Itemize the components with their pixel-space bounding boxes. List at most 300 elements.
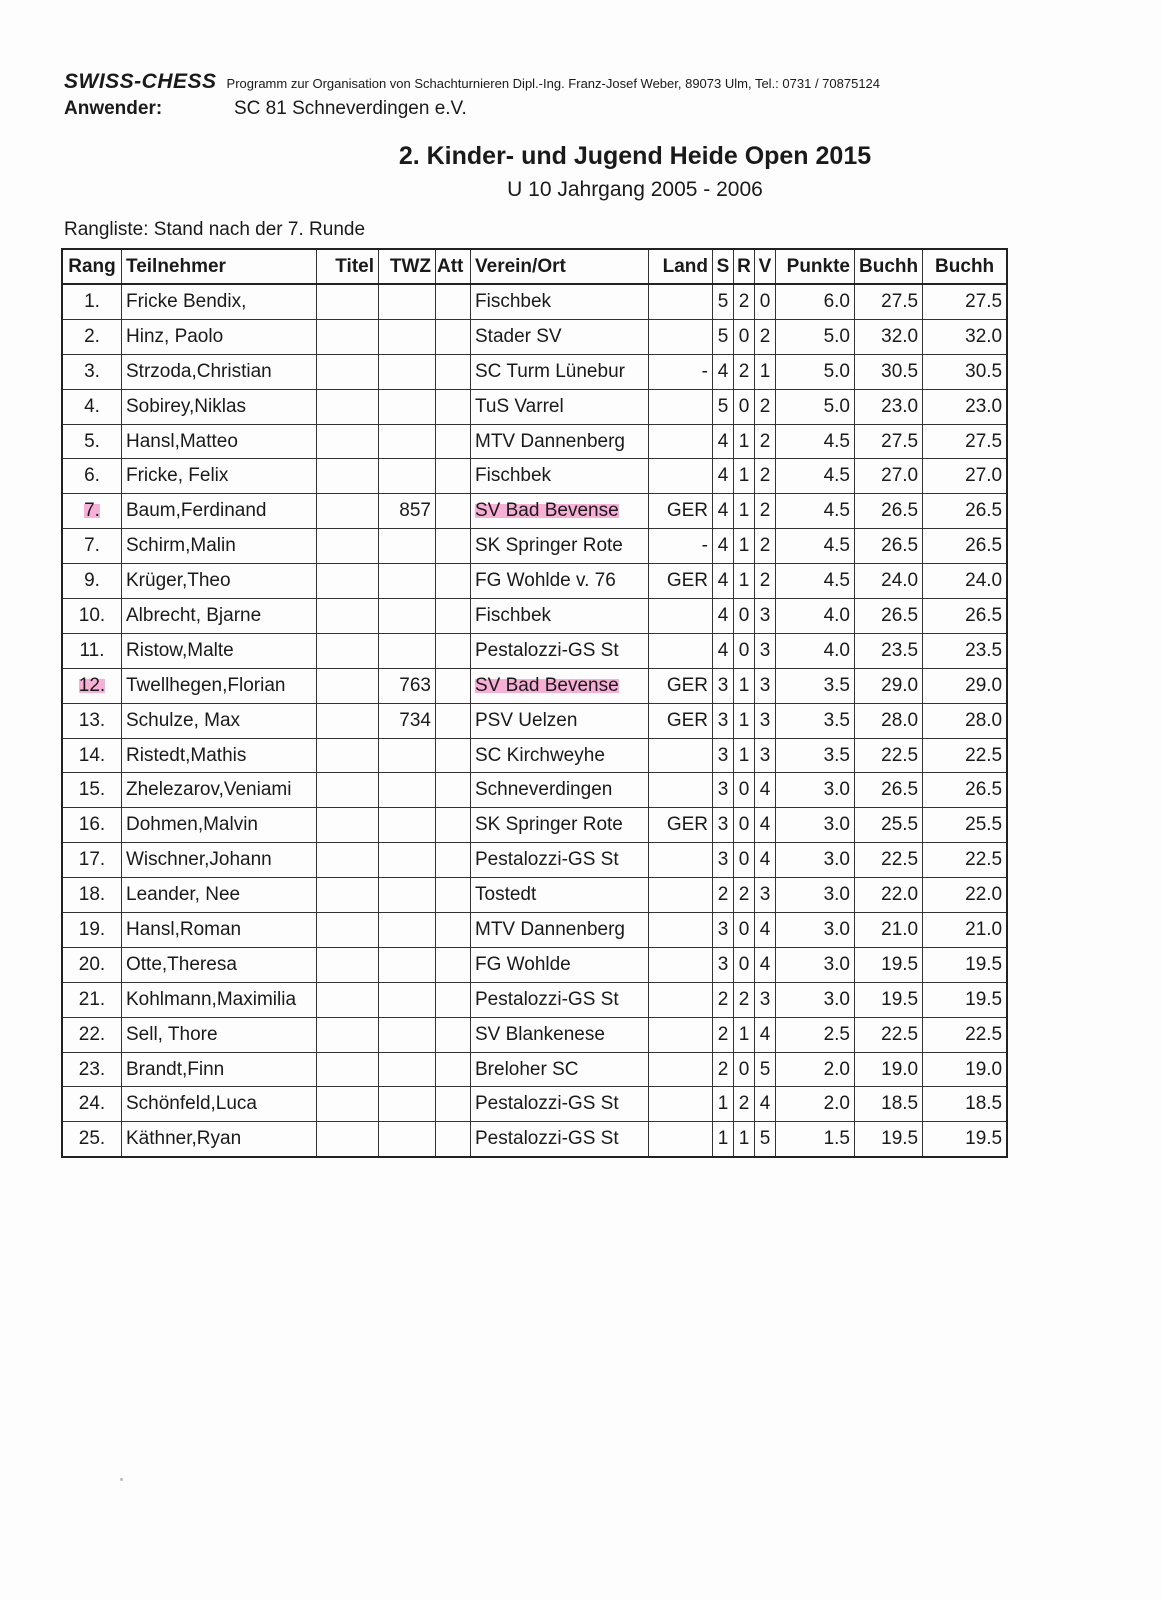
highlight-mark: 12. — [78, 674, 106, 696]
cell-s: 4 — [713, 494, 734, 529]
cell-name: Ristedt,Mathis — [122, 738, 317, 773]
cell-punkte: 4.5 — [776, 459, 855, 494]
cell-club — [471, 668, 649, 703]
cell-rank: 23. — [62, 1052, 122, 1087]
cell-buchh-2: 19.5 — [923, 947, 1008, 982]
cell-land — [649, 319, 713, 354]
cell-rank: 3. — [62, 354, 122, 389]
col-header-verein: Verein/Ort — [471, 249, 649, 284]
cell-rank: 19. — [62, 913, 122, 948]
cell-club: SC Turm Lünebur — [471, 354, 649, 389]
cell-land: - — [649, 529, 713, 564]
cell-rank: 13. — [62, 703, 122, 738]
cell-v: 1 — [755, 354, 776, 389]
table-row — [62, 738, 1007, 773]
cell-club: Pestalozzi-GS St — [471, 1087, 649, 1122]
cell-r: 2 — [734, 982, 755, 1017]
cell-titel — [317, 1087, 379, 1122]
cell-s: 4 — [713, 529, 734, 564]
cell-buchh: 26.5 — [855, 599, 923, 634]
cell-att — [436, 1052, 471, 1087]
ranking-table — [61, 248, 1008, 1158]
cell-r: 1 — [734, 1122, 755, 1157]
cell-buchh-2: 19.0 — [923, 1052, 1008, 1087]
cell-twz — [379, 1017, 436, 1052]
table-row — [62, 982, 1007, 1017]
cell-punkte: 3.0 — [776, 808, 855, 843]
cell-r: 2 — [734, 284, 755, 319]
table-row — [62, 354, 1007, 389]
table-row — [62, 389, 1007, 424]
cell-land — [649, 913, 713, 948]
cell-buchh-2: 30.5 — [923, 354, 1008, 389]
cell-twz — [379, 424, 436, 459]
cell-att — [436, 354, 471, 389]
cell-name: Fricke Bendix, — [122, 284, 317, 319]
cell-buchh-2: 24.0 — [923, 564, 1008, 599]
cell-land: GER — [649, 668, 713, 703]
cell-punkte: 6.0 — [776, 284, 855, 319]
cell-titel — [317, 354, 379, 389]
cell-punkte: 5.0 — [776, 354, 855, 389]
cell-r: 0 — [734, 947, 755, 982]
cell-name: Albrecht, Bjarne — [122, 599, 317, 634]
cell-land — [649, 459, 713, 494]
cell-land — [649, 878, 713, 913]
table-row — [62, 633, 1007, 668]
cell-club: MTV Dannenberg — [471, 913, 649, 948]
highlight-mark: SV Bad Bevense — [475, 500, 619, 522]
cell-twz — [379, 808, 436, 843]
cell-r: 0 — [734, 1052, 755, 1087]
table-row — [62, 703, 1007, 738]
cell-buchh: 22.5 — [855, 843, 923, 878]
cell-s: 4 — [713, 599, 734, 634]
cell-titel — [317, 494, 379, 529]
cell-buchh: 27.5 — [855, 424, 923, 459]
cell-land — [649, 773, 713, 808]
cell-punkte: 4.5 — [776, 564, 855, 599]
cell-land — [649, 947, 713, 982]
cell-att — [436, 808, 471, 843]
cell-rank: 20. — [62, 947, 122, 982]
cell-land — [649, 633, 713, 668]
cell-att — [436, 284, 471, 319]
cell-s: 2 — [713, 878, 734, 913]
cell-punkte: 4.5 — [776, 529, 855, 564]
cell-buchh-2: 25.5 — [923, 808, 1008, 843]
table-row — [62, 808, 1007, 843]
cell-rank: 7. — [62, 529, 122, 564]
cell-att — [436, 319, 471, 354]
cell-att — [436, 494, 471, 529]
cell-v: 2 — [755, 389, 776, 424]
cell-titel — [317, 1122, 379, 1157]
cell-titel — [317, 319, 379, 354]
cell-twz — [379, 1052, 436, 1087]
table-row — [62, 1017, 1007, 1052]
cell-buchh: 19.5 — [855, 1122, 923, 1157]
cell-r: 1 — [734, 529, 755, 564]
cell-punkte: 3.0 — [776, 878, 855, 913]
cell-v: 3 — [755, 738, 776, 773]
cell-twz — [379, 1122, 436, 1157]
cell-punkte: 3.5 — [776, 668, 855, 703]
cell-name: Otte,Theresa — [122, 947, 317, 982]
cell-s: 3 — [713, 668, 734, 703]
cell-land — [649, 389, 713, 424]
cell-rank: 4. — [62, 389, 122, 424]
cell-buchh-2: 28.0 — [923, 703, 1008, 738]
cell-att — [436, 738, 471, 773]
cell-buchh: 24.0 — [855, 564, 923, 599]
user-club: SC 81 Schneverdingen e.V. — [234, 98, 467, 119]
table-row — [62, 529, 1007, 564]
cell-buchh-2: 23.5 — [923, 633, 1008, 668]
cell-punkte: 3.0 — [776, 913, 855, 948]
cell-s: 1 — [713, 1087, 734, 1122]
cell-att — [436, 878, 471, 913]
cell-name: Zhelezarov,Veniami — [122, 773, 317, 808]
cell-twz — [379, 459, 436, 494]
cell-rank: 22. — [62, 1017, 122, 1052]
cell-punkte: 3.0 — [776, 773, 855, 808]
cell-name: Hansl,Matteo — [122, 424, 317, 459]
cell-punkte: 2.0 — [776, 1087, 855, 1122]
program-header — [64, 70, 880, 94]
cell-name: Twellhegen,Florian — [122, 668, 317, 703]
cell-titel — [317, 878, 379, 913]
cell-r: 0 — [734, 319, 755, 354]
table-row — [62, 424, 1007, 459]
cell-punkte: 3.0 — [776, 843, 855, 878]
cell-rank: 6. — [62, 459, 122, 494]
cell-name: Hinz, Paolo — [122, 319, 317, 354]
cell-name: Brandt,Finn — [122, 1052, 317, 1087]
cell-titel — [317, 633, 379, 668]
cell-titel — [317, 738, 379, 773]
cell-v: 4 — [755, 1017, 776, 1052]
cell-club: Pestalozzi-GS St — [471, 982, 649, 1017]
table-row — [62, 1052, 1007, 1087]
cell-buchh-2: 19.5 — [923, 1122, 1008, 1157]
cell-titel — [317, 389, 379, 424]
cell-r: 1 — [734, 494, 755, 529]
cell-titel — [317, 843, 379, 878]
cell-rank: 25. — [62, 1122, 122, 1157]
cell-club: FG Wohlde — [471, 947, 649, 982]
cell-punkte: 5.0 — [776, 319, 855, 354]
cell-club: SC Kirchweyhe — [471, 738, 649, 773]
cell-rank: 1. — [62, 284, 122, 319]
cell-twz: 763 — [379, 668, 436, 703]
paper-speck — [120, 1478, 123, 1481]
cell-v: 4 — [755, 1087, 776, 1122]
cell-punkte: 4.0 — [776, 599, 855, 634]
cell-s: 4 — [713, 354, 734, 389]
col-header-punkte: Punkte — [776, 249, 855, 284]
highlight-mark: SV Bad Bevense — [475, 674, 619, 696]
ranking-caption: Rangliste: Stand nach der 7. Runde — [64, 219, 366, 240]
cell-twz — [379, 1087, 436, 1122]
cell-r: 1 — [734, 703, 755, 738]
table-row — [62, 843, 1007, 878]
cell-twz: 734 — [379, 703, 436, 738]
cell-punkte: 4.0 — [776, 633, 855, 668]
table-row — [62, 494, 1007, 529]
cell-buchh-2: 26.5 — [923, 773, 1008, 808]
table-row — [62, 1122, 1007, 1157]
cell-rank: 18. — [62, 878, 122, 913]
col-header-buchh-2: Buchh — [923, 249, 1008, 284]
cell-name: Schönfeld,Luca — [122, 1087, 317, 1122]
cell-rank: 5. — [62, 424, 122, 459]
cell-att — [436, 564, 471, 599]
cell-s: 4 — [713, 459, 734, 494]
cell-rank: 10. — [62, 599, 122, 634]
cell-titel — [317, 459, 379, 494]
table-row — [62, 284, 1007, 319]
cell-r: 2 — [734, 354, 755, 389]
cell-club: Breloher SC — [471, 1052, 649, 1087]
cell-att — [436, 947, 471, 982]
cell-twz — [379, 878, 436, 913]
cell-land — [649, 1087, 713, 1122]
cell-s: 3 — [713, 738, 734, 773]
cell-land: GER — [649, 494, 713, 529]
highlight-mark: 7. — [84, 500, 100, 522]
cell-club: Schneverdingen — [471, 773, 649, 808]
cell-v: 2 — [755, 319, 776, 354]
cell-punkte: 2.0 — [776, 1052, 855, 1087]
cell-att — [436, 913, 471, 948]
cell-twz — [379, 913, 436, 948]
cell-v: 3 — [755, 599, 776, 634]
cell-twz — [379, 633, 436, 668]
cell-v: 0 — [755, 284, 776, 319]
cell-s: 3 — [713, 913, 734, 948]
table-row — [62, 773, 1007, 808]
cell-att — [436, 459, 471, 494]
cell-buchh: 26.5 — [855, 529, 923, 564]
cell-buchh-2: 18.5 — [923, 1087, 1008, 1122]
table-row — [62, 319, 1007, 354]
cell-s: 3 — [713, 773, 734, 808]
cell-att — [436, 529, 471, 564]
cell-titel — [317, 529, 379, 564]
cell-rank: 15. — [62, 773, 122, 808]
cell-buchh-2: 29.0 — [923, 668, 1008, 703]
cell-twz — [379, 354, 436, 389]
cell-v: 3 — [755, 703, 776, 738]
cell-punkte: 5.0 — [776, 389, 855, 424]
cell-titel — [317, 564, 379, 599]
cell-buchh: 19.5 — [855, 982, 923, 1017]
cell-punkte: 4.5 — [776, 424, 855, 459]
cell-land: GER — [649, 564, 713, 599]
cell-rank: 9. — [62, 564, 122, 599]
cell-twz — [379, 982, 436, 1017]
cell-buchh: 22.0 — [855, 878, 923, 913]
cell-v: 2 — [755, 564, 776, 599]
table-row — [62, 1087, 1007, 1122]
cell-buchh-2: 26.5 — [923, 529, 1008, 564]
cell-s: 1 — [713, 1122, 734, 1157]
cell-r: 0 — [734, 808, 755, 843]
cell-rank: 2. — [62, 319, 122, 354]
cell-buchh: 29.0 — [855, 668, 923, 703]
cell-v: 5 — [755, 1052, 776, 1087]
col-header-r: R — [734, 249, 755, 284]
cell-name: Ristow,Malte — [122, 633, 317, 668]
cell-v: 3 — [755, 668, 776, 703]
cell-name: Sobirey,Niklas — [122, 389, 317, 424]
table-row — [62, 947, 1007, 982]
col-header-teilnehmer: Teilnehmer — [122, 249, 317, 284]
cell-att — [436, 633, 471, 668]
cell-s: 2 — [713, 982, 734, 1017]
cell-att — [436, 982, 471, 1017]
cell-club: TuS Varrel — [471, 389, 649, 424]
cell-s: 2 — [713, 1052, 734, 1087]
cell-twz — [379, 843, 436, 878]
cell-rank — [62, 494, 122, 529]
cell-land — [649, 1052, 713, 1087]
cell-titel — [317, 773, 379, 808]
cell-buchh: 18.5 — [855, 1087, 923, 1122]
cell-land — [649, 1122, 713, 1157]
cell-twz — [379, 564, 436, 599]
cell-v: 3 — [755, 633, 776, 668]
cell-titel — [317, 668, 379, 703]
cell-buchh: 23.5 — [855, 633, 923, 668]
cell-v: 4 — [755, 913, 776, 948]
cell-v: 4 — [755, 947, 776, 982]
cell-att — [436, 773, 471, 808]
cell-buchh: 30.5 — [855, 354, 923, 389]
cell-name: Schirm,Malin — [122, 529, 317, 564]
cell-name: Schulze, Max — [122, 703, 317, 738]
cell-r: 0 — [734, 633, 755, 668]
cell-twz — [379, 773, 436, 808]
cell-v: 3 — [755, 982, 776, 1017]
cell-v: 2 — [755, 424, 776, 459]
cell-punkte: 3.5 — [776, 703, 855, 738]
cell-rank: 14. — [62, 738, 122, 773]
cell-s: 5 — [713, 319, 734, 354]
cell-v: 2 — [755, 529, 776, 564]
cell-club: SK Springer Rote — [471, 808, 649, 843]
cell-twz — [379, 947, 436, 982]
cell-r: 1 — [734, 459, 755, 494]
cell-land: GER — [649, 703, 713, 738]
cell-twz — [379, 529, 436, 564]
table-row — [62, 564, 1007, 599]
cell-s: 4 — [713, 633, 734, 668]
cell-v: 2 — [755, 459, 776, 494]
cell-rank: 21. — [62, 982, 122, 1017]
cell-land — [649, 738, 713, 773]
cell-name: Dohmen,Malvin — [122, 808, 317, 843]
cell-rank: 24. — [62, 1087, 122, 1122]
cell-s: 5 — [713, 389, 734, 424]
table-row — [62, 459, 1007, 494]
cell-att — [436, 424, 471, 459]
cell-twz — [379, 738, 436, 773]
cell-s: 3 — [713, 947, 734, 982]
col-header-att: Att — [436, 249, 471, 284]
cell-punkte: 2.5 — [776, 1017, 855, 1052]
cell-r: 1 — [734, 1017, 755, 1052]
cell-buchh-2: 27.5 — [923, 424, 1008, 459]
cell-name: Hansl,Roman — [122, 913, 317, 948]
cell-land — [649, 843, 713, 878]
cell-buchh: 22.5 — [855, 1017, 923, 1052]
cell-name: Strzoda,Christian — [122, 354, 317, 389]
cell-name: Baum,Ferdinand — [122, 494, 317, 529]
user-header — [64, 98, 467, 120]
cell-r: 1 — [734, 738, 755, 773]
cell-titel — [317, 1017, 379, 1052]
cell-att — [436, 599, 471, 634]
col-header-titel: Titel — [317, 249, 379, 284]
cell-r: 1 — [734, 668, 755, 703]
cell-buchh: 28.0 — [855, 703, 923, 738]
cell-att — [436, 703, 471, 738]
cell-land — [649, 284, 713, 319]
cell-name: Käthner,Ryan — [122, 1122, 317, 1157]
cell-buchh: 25.5 — [855, 808, 923, 843]
cell-rank: 11. — [62, 633, 122, 668]
table-header-row — [62, 249, 1007, 284]
cell-buchh: 26.5 — [855, 773, 923, 808]
cell-buchh-2: 21.0 — [923, 913, 1008, 948]
cell-v: 5 — [755, 1122, 776, 1157]
cell-buchh: 27.5 — [855, 284, 923, 319]
col-header-s: S — [713, 249, 734, 284]
cell-buchh: 26.5 — [855, 494, 923, 529]
cell-titel — [317, 808, 379, 843]
col-header-buchh: Buchh — [855, 249, 923, 284]
cell-club: Fischbek — [471, 284, 649, 319]
cell-titel — [317, 982, 379, 1017]
cell-buchh-2: 19.5 — [923, 982, 1008, 1017]
table-row — [62, 668, 1007, 703]
cell-buchh: 19.5 — [855, 947, 923, 982]
cell-titel — [317, 1052, 379, 1087]
cell-buchh-2: 26.5 — [923, 599, 1008, 634]
cell-twz — [379, 319, 436, 354]
cell-buchh-2: 22.5 — [923, 843, 1008, 878]
tournament-title: 2. Kinder- und Jugend Heide Open 2015 — [398, 142, 872, 170]
cell-club: SV Blankenese — [471, 1017, 649, 1052]
cell-club: Fischbek — [471, 599, 649, 634]
cell-att — [436, 668, 471, 703]
cell-titel — [317, 599, 379, 634]
cell-buchh-2: 22.5 — [923, 738, 1008, 773]
cell-r: 0 — [734, 773, 755, 808]
cell-titel — [317, 913, 379, 948]
cell-buchh-2: 26.5 — [923, 494, 1008, 529]
cell-club: Tostedt — [471, 878, 649, 913]
program-info: Programm zur Organisation von Schachturnieren Dipl.-Ing. Franz-Josef Weber, 89073 Ulm, Tel.: 0731 / 70875124 — [226, 76, 881, 91]
cell-buchh: 19.0 — [855, 1052, 923, 1087]
cell-r: 2 — [734, 1087, 755, 1122]
cell-rank: 17. — [62, 843, 122, 878]
col-header-v: V — [755, 249, 776, 284]
cell-name: Wischner,Johann — [122, 843, 317, 878]
cell-name: Kohlmann,Maximilia — [122, 982, 317, 1017]
